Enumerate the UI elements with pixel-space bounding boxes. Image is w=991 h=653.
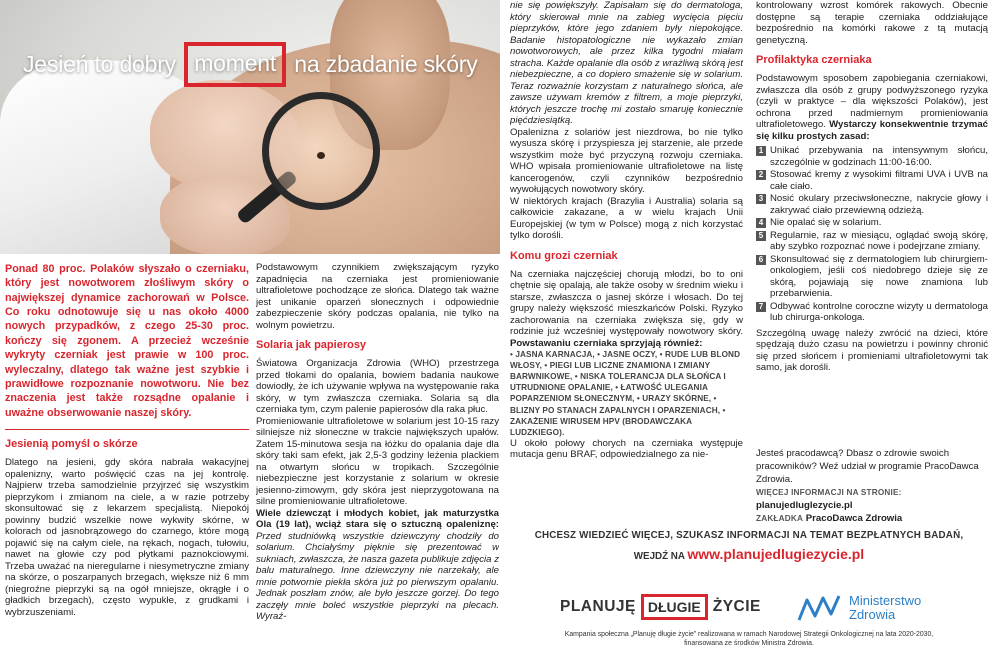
list-item: [756, 145, 988, 168]
section-heading: Jesienią pomyśl o skórze: [5, 437, 138, 450]
ministry-line-1: Ministerstwo: [849, 593, 922, 609]
step-number: 1: [756, 146, 766, 156]
step-number: 5: [756, 231, 766, 241]
column-2: [256, 262, 499, 623]
list-item: [756, 217, 988, 229]
info-text: Jesteś pracodawcą? Dbasz o zdrowie swoich pracowników? Weź udział w programie PracoDawca Zdrowia.: [756, 448, 979, 485]
prevention-text: Podstawowym sposobem zapobiegania czerniakowi, zwłaszcza dla osób z grupy podwyższonego ryzyka (czyli w praktyce – dla większości Polaków), jest ochrona przed nadmiernym promieniowania ultrafioletowego.: [756, 73, 988, 131]
lead-paragraph: Ponad 80 proc. Polaków słyszało o czerniaku, który jest nowotworem złośliwym skóry o największej dynamice zachorowań w Polsce. Co roku odnotowuje się u nas około 4000 nowych przypadków, z czego 25-30 proc. kończy się zgonem. A przecież wcześnie wykryty czerniak jest prawie w 100 proc. wyleczalny, dlatego tak ważne jest szybkie i prawidłowe rozpoznanie nowotworu. Nie bez znaczenia jest także rozsądne opalanie i uważne obserwowanie naszej skóry.: [5, 263, 249, 419]
body-paragraph: Opalenizna z solariów jest niezdrowa, bo nie tylko wysusza skórę i przyspiesza jej starzenie, ale przede wszystkim może być przyczyną rozwoju czerniaka. WHO wpisała promieniowanie ultrafioletowe na listę kancerogenów, czyli czynników bezpośrednio wywołujących nowotwory skóry.: [510, 126, 743, 195]
logo-word-3: ŻYCIE: [712, 597, 761, 615]
body-paragraph: Podstawowym czynnikiem zwiększającym ryzyko zapadnięcia na czerniaka jest promieniowanie ultrafioletowe pochodzące ze słońca. Dlatego tak ważne jest unikanie oparzeń słonecznych i odpowiednie zabezpieczenie skóry podczas opalania, nie tylko na wolnym powietrzu.: [256, 262, 499, 331]
step-number: 2: [756, 170, 766, 180]
prevention-bold: Wystarczy konsekwentnie trzymać się kilku prostych zasad:: [756, 119, 988, 142]
body-paragraph: U około połowy chorych na czerniaka występuje mutacja genu BRAF, odpowiedzialnego za nie-: [510, 437, 743, 461]
body-paragraph: Promieniowanie ultrafioletowe w solarium jest 10-15 razy silniejsze niż słoneczne w trakcie największych upałów. Zatem 15-minutowa sesja na łóżku do opalania daje dla skóry taki sam efekt, jak 2,5-3 godziny leżenia plackiem na otwartym słońcu w tropikach. Szczególnie niebezpieczne jest korzystanie z solarium w okresie jesienno-zimowym, gdy skóra jest nieprzygotowana na silne promieniowanie ultrafioletowe.: [256, 415, 499, 508]
risk-intro: Na czerniaka najczęściej chorują młodzi, bo to oni chętnie się opalają, ale także osoby w średnim wieku i starsze, zwłaszcza o jasnej skórze i włosach. Do tej grupy należy większość mieszkańców Polski. Ryzyko zachorowania na czerniaka zwiększa się, gdy w rodzinie już wcześniej występowały nowotwory skóry.: [510, 268, 743, 338]
info-url-link[interactable]: planujedluglezycie.pl: [756, 499, 853, 511]
list-item: [756, 169, 988, 192]
ministry-name: [849, 594, 921, 621]
info-caption: ZAKŁADKA: [756, 513, 804, 523]
page-title: [23, 43, 478, 88]
section-heading: Solaria jak papierosy: [256, 339, 367, 351]
body-paragraph: [756, 73, 988, 142]
column-1: [5, 262, 249, 618]
quote-continuation: nie się powiększyły. Zapisałam się do dermatologa, który skierował mnie na zabieg wycięcia pięciu pieprzyków, które jego zdaniem były niepokojące. Badanie histopatologiczne nie wykazało zmian nowotworowych, ale przez kilka tygodni miałam stracha. Każde opalanie dla osób z wrażliwą skórą jest niebezpieczne, a co dopiero smażenie się w solarium. Teraz rozważnie korzystam z naturalnego słońca, ale zawsze używam kremów z filtrem, a moje pieprzyki, których jeszcze trochę mi zostało smaruję koniecznie pięćdziesiątką.: [510, 0, 743, 126]
ministry-logo: [797, 590, 921, 626]
step-number: 3: [756, 194, 766, 204]
funding-line-1: Kampania społeczna „Planuję długie życie” realizowana w ramach Narodowej Strategii Onkologicznej na lata 2020-2030,: [564, 631, 934, 638]
logo-word-1: PLANUJĘ: [560, 597, 636, 615]
campaign-logo: [560, 592, 761, 622]
body-paragraph: [510, 269, 743, 350]
risk-intro-bold: Powstawaniu czerniaka sprzyjają również:: [510, 337, 703, 349]
prevention-steps: [756, 145, 988, 324]
step-text: Odbywać kontrolne coroczne wizyty u dermatologa lub chirurga-onkologa.: [770, 300, 988, 324]
call-to-action: [510, 530, 988, 563]
quote-text: Przed studniówką wszystkie dziewczyny chodziły do solarium. Chciałyśmy pięknie się prezentować w sukniach, zwłaszcza, że nasza gazeta publikuje zdjęcia z balu maturalnego. Inne dziewczyny nie narzekały, ale mnie potwornie piekła skóra już po pierwszym opalaniu. Jednak poszłam znów, ale było jeszcze gorzej. Do tego zaczęły mnie boleć wszystkie pieprzyki na plecach. Wyraź-: [256, 530, 499, 623]
step-text: Skonsultować się z dermatologiem lub chirurgiem-onkologiem, jeśli coś niedobrego dzieje się ze skórą, pojawiają się nowe znamiona lub przebarwienia.: [770, 253, 988, 300]
divider: [5, 429, 249, 430]
logo-word-2: DŁUGIE: [641, 594, 708, 621]
step-text: Regularnie, raz w miesiącu, oglądać swoją skórę, aby szybko rozpoznać nowe i podejrzane zmiany.: [770, 229, 988, 253]
cta-line-2: [510, 546, 988, 563]
list-item: [756, 254, 988, 300]
section-heading: Komu grozi czerniak: [510, 249, 618, 262]
ministry-line-2: Zdrowia: [849, 607, 896, 622]
ministry-emblem-icon: [797, 594, 841, 622]
step-text: Unikać przebywania na intensywnym słońcu, szczególnie w godzinach 11:00-16:00.: [770, 145, 988, 168]
cta-line-1: CHCESZ WIEDZIEĆ WIĘCEJ, SZUKASZ INFORMACJI NA TEMAT BEZPŁATNYCH BADAŃ,: [534, 530, 964, 541]
title-part-1: Jesień to dobry: [23, 51, 176, 77]
title-part-2: na zbadanie skóry: [294, 51, 478, 77]
quote-paragraph: [256, 508, 499, 623]
title-boxed-word: moment: [184, 42, 286, 87]
employer-info-box: [756, 448, 988, 526]
info-tab-name: PracoDawca Zdrowia: [805, 512, 903, 524]
list-item: [756, 230, 988, 253]
section-heading: Profilaktyka czerniaka: [756, 54, 872, 66]
body-paragraph: Szczególną uwagę należy zwrócić na dzieci, które spędzają dużo czasu na powietrzu i powinny chronić się przed słońcem i promieniami ultrafioletowymi tak samo, jak dorośli.: [756, 327, 988, 374]
cta-prefix: WEJDŹ NA: [633, 550, 685, 562]
list-item: [756, 301, 988, 324]
funding-note: [510, 631, 988, 649]
list-item: [756, 193, 988, 216]
body-paragraph: Dlatego na jesieni, gdy skóra nabrała wakacyjnej opalenizny, warto poświęcić czas na jej kontrolę. Najpierw trzeba samodzielnie przyjrzeć się wszystkim pieprzykom i zmianom na ciele, a w razie potrzeby skonsultować się z lekarzem specjalistą. Niepokój powinny budzić wszelkie nowe wykwity skórne, w kolorach od jasnobrązowego do czarnego, które mogą pojawić się na całym ciele, na rękach, nogach, tułowiu, nawet na głowie czy pod płytkami paznokciowymi. Trzeba uważać na nieregularne i niesymetryczne zmiany na skórze, o poszarpanych brzegach, większe niż 6 mm (niegroźne pieprzyki są na ogół mniejsze, okrągłe i o gładkich brzegach), często wypukłe, z grudkami i wybrzuszeniami.: [5, 457, 249, 618]
info-caption: WIĘCEJ INFORMACJI NA STRONIE:: [756, 487, 902, 497]
funding-line-2: finansowana ze środków Ministra Zdrowia.: [684, 639, 814, 647]
risk-factors-list: • JASNA KARNACJA, • JASNE OCZY, • RUDE LUB BLOND WŁOSY, • PIEGI LUB LICZNE ZNAMIONA I ZMIANY BARWNIKOWE, • NISKA TOLERANCJA DLA SŁOŃCA I UTRUDNIONE OPALANIE, • ŁATWOŚĆ ULEGANIA POPARZENIOM SŁONECZNYM, • URAZY SKÓRNE, • BLIZNY PO STANACH ZAPALNYCH I OPARZENIACH, • ZAKAŻENIE WIRUSEM HPV (BRODAWCZAKA LUDZKIEGO).: [510, 350, 741, 437]
body-paragraph: Światowa Organizacja Zdrowia (WHO) przestrzega przed tłokami do opalania, bowiem badania naukowe dowiodły, że ich używanie wpływa na występowanie raka skóry, w tym zwłaszcza czerniaka. Solaria są dla czerniaka tym, czym palenie papierosów dla raka płuc.: [256, 358, 499, 416]
step-number: 7: [756, 302, 766, 312]
body-paragraph: kontrolowany wzrost komórek rakowych. Obecnie dostępne są terapie czerniaka oddziałujące bezpośrednio na komórki rakowe z tą mutacją genetyczną.: [756, 0, 988, 46]
step-text: Nosić okulary przeciwsłoneczne, nakrycie głowy i zakrywać ciało przewiewną odzieżą.: [770, 193, 988, 216]
quote-intro: Wiele dziewcząt i młodych kobiet, jak maturzystka Ola (19 lat), wciąż stara się o sztuczną opaleniznę:: [256, 507, 499, 531]
step-number: 4: [756, 218, 766, 228]
step-text: Stosować kremy z wysokimi filtrami UVA i UVB na całe ciało.: [770, 169, 988, 192]
body-paragraph: W niektórych krajach (Brazylia i Australia) solaria są całkowicie zakazane, a w wielu krajach Unii Europejskiej (w tym w Polsce) mogą z nich korzystać tylko dorośli.: [510, 195, 743, 241]
cta-url-link[interactable]: www.planujedlugiezycie.pl: [687, 545, 865, 562]
mole: [317, 152, 325, 159]
column-4: [756, 0, 988, 374]
step-text: Nie opalać się w solarium.: [770, 217, 882, 229]
column-3: [510, 0, 743, 461]
step-number: 6: [756, 255, 766, 265]
hero-photo: [0, 0, 500, 254]
magnifying-glass-icon: [262, 92, 380, 210]
